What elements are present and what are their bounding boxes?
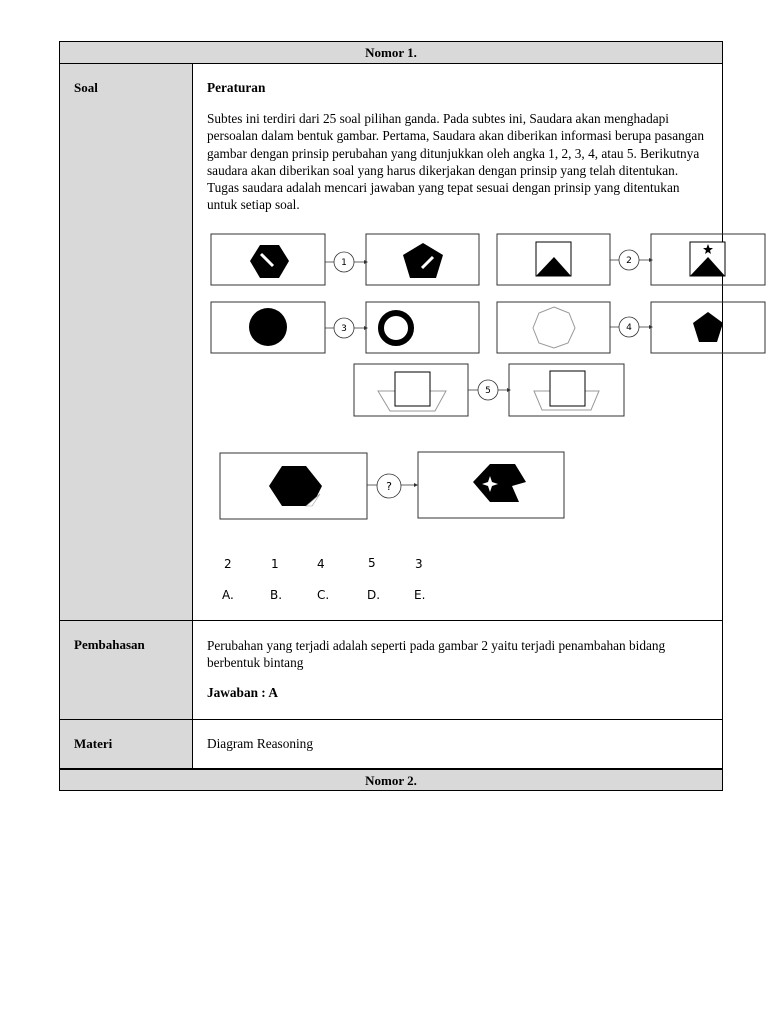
option-b-value: 1	[271, 557, 279, 571]
question-2-header: Nomor 2.	[60, 769, 722, 790]
peraturan-title: Peraturan	[207, 80, 266, 95]
question-table	[59, 41, 723, 791]
option-c-label: C.	[317, 588, 330, 602]
rule-number-1: 1	[341, 258, 347, 268]
option-a-label: A.	[222, 588, 234, 602]
jawaban-text: Jawaban : A	[207, 684, 278, 700]
soal-row	[60, 64, 722, 621]
pembahasan-content	[193, 621, 722, 719]
rule-figures	[193, 64, 768, 620]
question-1-header: Nomor 1.	[60, 42, 722, 64]
peraturan-text: Subtes ini terdiri dari 25 soal pilihan ganda. Pada subtes ini, Saudara akan menghadapi persoalan dalam bentuk gambar. Pertama, Saudara akan diberikan informasi berupa pasangan gambar dengan prinsip perubahan yang ditunjukkan oleh angka 1, 2, 3, 4, atau 5. Berikutnya saudara akan diberikan soal yang harus dikerjakan dengan prinsip yang telah ditentukan. Tugas saudara adalah mencari jawaban yang tepat sesuai dengan prinsip yang ditentukan untuk setiap soal.	[207, 111, 704, 213]
filled-circle-shape	[249, 308, 287, 346]
question-answer-shape	[473, 464, 526, 502]
option-a-value: 2	[224, 557, 232, 571]
heptagon-outline-shape	[533, 307, 575, 348]
rule-number-2: 2	[626, 256, 632, 266]
pembahasan-row	[60, 621, 722, 720]
rule4-before-box	[497, 302, 610, 353]
option-d-label: D.	[367, 588, 381, 602]
pentagon-filled-shape	[693, 312, 723, 342]
option-d-value: 5	[368, 556, 376, 570]
option-e-value: 3	[415, 557, 423, 571]
materi-label: Materi	[60, 720, 193, 768]
ring-shape	[381, 313, 411, 343]
materi-row	[60, 720, 722, 769]
pentagon-shape	[403, 243, 443, 278]
pembahasan-text: Perubahan yang terjadi adalah seperti pada gambar 2 yaitu terjadi penambahan bidang berbentuk bintang	[207, 638, 666, 671]
pembahasan-label: Pembahasan	[60, 621, 193, 719]
soal-content	[193, 64, 722, 620]
rule-number-4: 4	[626, 323, 632, 333]
rule-number-3: 3	[341, 324, 347, 334]
soal-label: Soal	[60, 64, 193, 620]
option-e-label: E.	[414, 588, 426, 602]
materi-value: Diagram Reasoning	[207, 736, 313, 751]
rule-number-5: 5	[485, 386, 491, 396]
option-c-value: 4	[317, 557, 325, 571]
option-b-label: B.	[270, 588, 283, 602]
question-mark: ?	[386, 480, 392, 493]
